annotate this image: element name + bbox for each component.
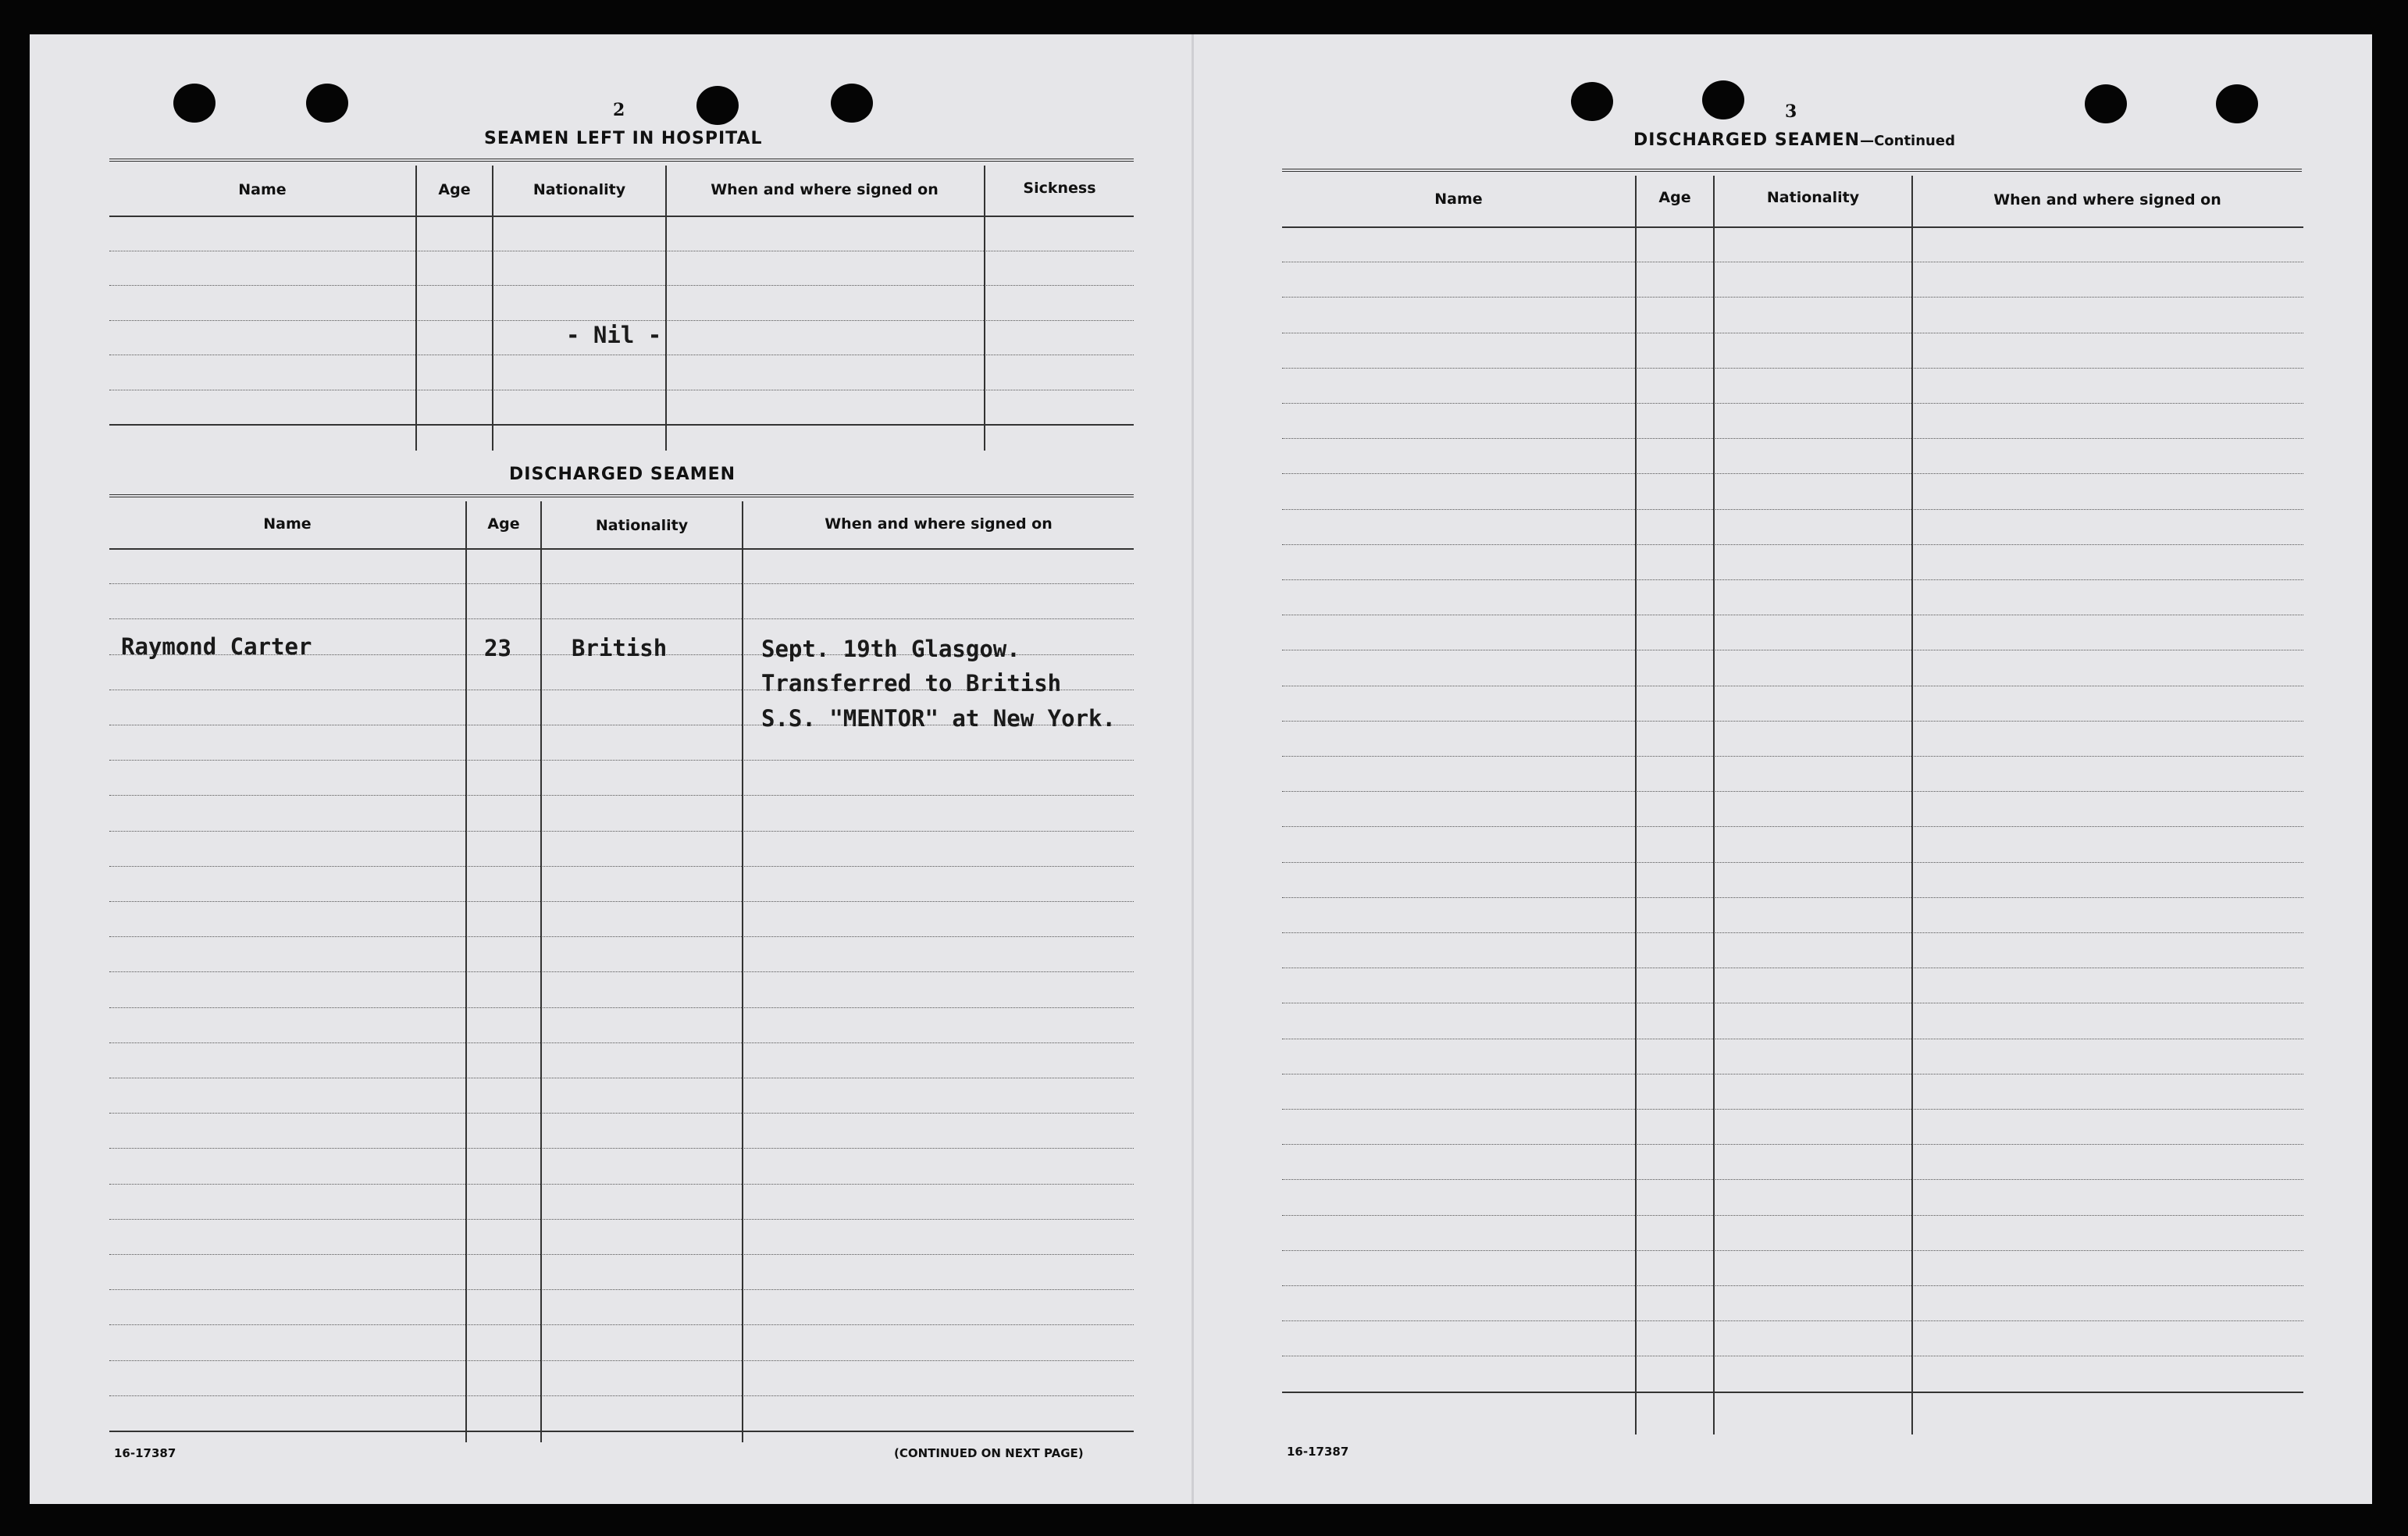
ruled-line [109, 971, 1134, 972]
ruled-line [1282, 403, 2303, 404]
seaman-name: Raymond Carter [121, 633, 312, 660]
ruled-line [109, 901, 1134, 902]
column-header-nationality: Nationality [533, 181, 626, 198]
ruled-line [109, 424, 1134, 426]
continued-note: (CONTINUED ON NEXT PAGE) [894, 1446, 1084, 1460]
ruled-line [109, 1007, 1134, 1008]
ruled-line [1282, 1179, 2303, 1180]
rule [1282, 169, 2302, 174]
column-header-age: Age [1658, 189, 1691, 206]
ruled-line [109, 216, 1134, 217]
seaman-age: 23 [484, 635, 511, 661]
ruled-line [109, 548, 1134, 550]
ruled-line [1282, 473, 2303, 474]
ruled-line [1282, 1144, 2303, 1145]
signed-on-line: Sept. 19th Glasgow. [761, 636, 1021, 662]
ruled-line [1282, 932, 2303, 933]
punch-hole [2085, 84, 2127, 123]
ruled-line [1282, 756, 2303, 757]
discharged-continued-title [1633, 130, 1955, 150]
column-divider [415, 166, 417, 451]
ruled-line [109, 866, 1134, 867]
ruled-line [1282, 1320, 2303, 1321]
ruled-line [109, 1395, 1134, 1396]
column-header-sickness: Sickness [1023, 180, 1096, 197]
column-divider [1635, 176, 1637, 1434]
column-header-signed-on: When and where signed on [711, 181, 939, 198]
form-number: 16-17387 [114, 1446, 176, 1460]
column-header-signed-on: When and where signed on [825, 515, 1053, 533]
column-header-signed-on: When and where signed on [1993, 191, 2221, 208]
signed-on-line: S.S. "MENTOR" at New York. [761, 705, 1116, 732]
column-header-nationality: Nationality [595, 517, 689, 534]
ruled-line [1282, 509, 2303, 510]
discharged-section-title: DISCHARGED SEAMEN [509, 465, 736, 484]
ruled-line [109, 1184, 1134, 1185]
ruled-line [109, 583, 1134, 584]
ruled-line [1282, 1215, 2303, 1216]
column-header-name: Name [238, 181, 287, 198]
column-divider [742, 501, 743, 1442]
ruled-line [109, 1289, 1134, 1290]
column-divider [540, 501, 542, 1442]
column-divider [465, 501, 467, 1442]
ruled-line [109, 760, 1134, 761]
ruled-line [1282, 368, 2303, 369]
column-divider [984, 166, 985, 451]
ruled-line [109, 1431, 1134, 1432]
hospital-section-title: SEAMEN LEFT IN HOSPITAL [484, 129, 763, 148]
ruled-line [109, 1360, 1134, 1361]
ruled-line [1282, 579, 2303, 580]
rule [109, 159, 1134, 164]
ruled-line [1282, 791, 2303, 792]
punch-hole [696, 86, 739, 125]
ruled-line [109, 618, 1134, 619]
ruled-line [1282, 721, 2303, 722]
ruled-line [109, 936, 1134, 937]
right-page [1192, 34, 2372, 1504]
column-header-age: Age [438, 181, 471, 198]
ruled-line [1282, 897, 2303, 898]
column-header-age: Age [487, 515, 520, 533]
ruled-line [1282, 826, 2303, 827]
title-suffix: —Continued [1860, 133, 1955, 149]
column-header-name: Name [263, 515, 312, 533]
nil-entry: - Nil - [566, 322, 662, 348]
rule [109, 494, 1134, 500]
ruled-line [109, 1324, 1134, 1325]
ruled-line [109, 1148, 1134, 1149]
form-number: 16-17387 [1287, 1445, 1349, 1459]
ruled-line [109, 831, 1134, 832]
ruled-line [109, 320, 1134, 321]
ruled-line [109, 1113, 1134, 1114]
ruled-line [1282, 1250, 2303, 1251]
ruled-line [109, 795, 1134, 796]
page-number: 3 [1785, 102, 1797, 122]
ruled-line [1282, 1109, 2303, 1110]
ruled-line [1282, 1285, 2303, 1286]
ruled-line [1282, 438, 2303, 439]
column-header-nationality: Nationality [1766, 189, 1860, 206]
ruled-line [109, 1042, 1134, 1043]
seaman-nationality: British [572, 635, 668, 661]
punch-hole [173, 84, 216, 123]
page-number: 2 [613, 100, 625, 120]
title-main: DISCHARGED SEAMEN [1633, 130, 1861, 150]
left-page [30, 34, 1192, 1504]
ruled-line [109, 285, 1134, 286]
column-divider [1911, 176, 1913, 1434]
punch-hole [306, 84, 348, 123]
ruled-line [109, 1254, 1134, 1255]
punch-hole [2216, 84, 2258, 123]
column-divider [665, 166, 667, 451]
page-fold [1192, 34, 1194, 1504]
ruled-line [109, 1219, 1134, 1220]
punch-hole [1702, 80, 1744, 119]
ruled-line [1282, 1392, 2303, 1393]
punch-hole [1571, 82, 1613, 121]
ruled-line [1282, 544, 2303, 545]
column-header-name: Name [1434, 191, 1483, 208]
ruled-line [1282, 862, 2303, 863]
column-divider [492, 166, 493, 451]
column-divider [1713, 176, 1715, 1434]
ruled-line [1282, 297, 2303, 298]
signed-on-line: Transferred to British [761, 670, 1062, 697]
ruled-line [1282, 226, 2303, 228]
punch-hole [831, 84, 873, 123]
